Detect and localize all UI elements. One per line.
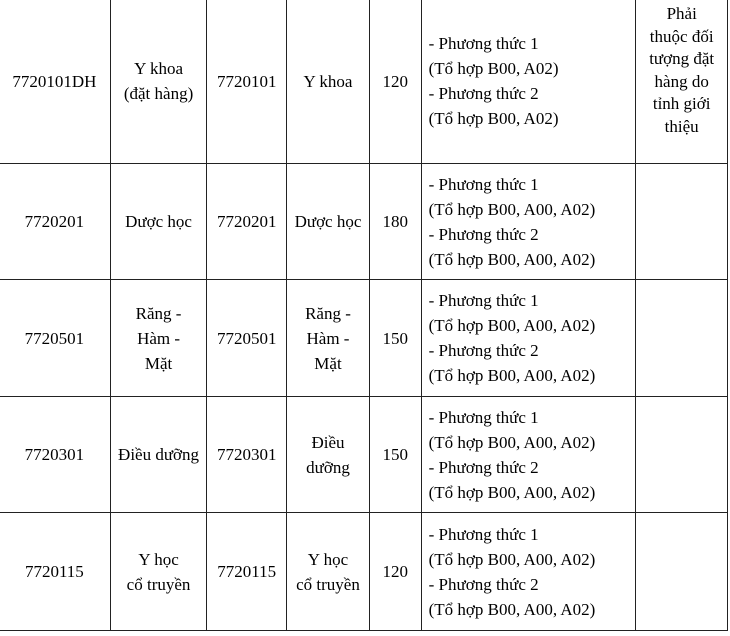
table-row xyxy=(0,280,728,397)
cell-line: dưỡng xyxy=(306,457,350,477)
quota-cell: 180 xyxy=(369,164,421,280)
admission-name-cell xyxy=(110,280,207,397)
cell-line: (Tổ hợp B00, A00, A02) xyxy=(428,366,596,385)
admission-methods-cell xyxy=(421,164,636,280)
cell-line: - Phương thức 1 xyxy=(428,407,539,427)
cell-line: (Tổ hợp B00, A00, A02) xyxy=(428,599,596,619)
cell-line: (Tổ hợp B00, A00, A02) xyxy=(428,432,596,452)
major-code-cell: 7720501 xyxy=(207,280,287,397)
cell-line: hàng do xyxy=(654,71,709,91)
note-cell xyxy=(636,280,728,397)
cell-line: tượng đặt xyxy=(649,49,715,68)
cell-line: Phải xyxy=(666,4,697,23)
cell-line: - Phương thức 2 xyxy=(428,341,539,360)
major-name-cell xyxy=(287,280,370,397)
note-cell xyxy=(636,397,728,513)
major-code-cell: 7720115 xyxy=(207,513,287,631)
cell-line: thuộc đối xyxy=(649,26,714,46)
cell-line: (Tổ hợp B00, A00, A02) xyxy=(428,482,596,502)
cell-line: Điều xyxy=(311,432,345,452)
quota-cell: 120 xyxy=(369,513,421,631)
cell-line: - Phương thức 2 xyxy=(428,84,539,103)
note-cell xyxy=(636,513,728,631)
note-cell xyxy=(636,164,728,280)
cell-line: - Phương thức 2 xyxy=(428,457,539,477)
admission-methods-cell xyxy=(421,0,636,164)
cell-line: (Tổ hợp B00, A00, A02) xyxy=(428,549,596,569)
cell-line: - Phương thức 1 xyxy=(428,524,539,544)
admission-name-cell xyxy=(110,164,207,280)
admission-code-cell: 7720101DH xyxy=(0,0,110,164)
major-name-cell xyxy=(287,513,370,631)
major-code-cell: 7720101 xyxy=(207,0,287,164)
admission-code-cell: 7720115 xyxy=(0,513,110,631)
admission-methods-cell xyxy=(421,397,636,513)
admission-name-cell xyxy=(110,0,207,164)
cell-line: (Tổ hợp B00, A00, A02) xyxy=(428,199,596,219)
major-name-cell xyxy=(287,164,370,280)
cell-line: (Tổ hợp B00, A02) xyxy=(428,59,559,78)
admission-methods-cell xyxy=(421,280,636,397)
cell-line: - Phương thức 1 xyxy=(428,291,539,310)
admission-code-cell: 7720301 xyxy=(0,397,110,513)
cell-line: Điều dưỡng xyxy=(118,445,200,464)
note-cell xyxy=(636,0,728,164)
admission-code-cell: 7720501 xyxy=(0,280,110,397)
cell-line: Y khoa xyxy=(134,59,184,78)
cell-line: Y khoa xyxy=(303,71,353,91)
cell-line: cổ truyền xyxy=(296,574,360,594)
cell-line: - Phương thức 1 xyxy=(428,174,539,194)
cell-line: Dược học xyxy=(125,212,192,231)
cell-line: Hàm - xyxy=(137,328,181,348)
quota-cell: 120 xyxy=(369,0,421,164)
table-row xyxy=(0,513,728,631)
major-name-cell xyxy=(287,397,370,513)
major-code-cell: 7720201 xyxy=(207,164,287,280)
cell-line: (Tổ hợp B00, A00, A02) xyxy=(428,316,596,335)
cell-line: - Phương thức 2 xyxy=(428,574,539,594)
admission-name-cell xyxy=(110,513,207,631)
cell-line: cổ truyền xyxy=(126,574,191,594)
table-row xyxy=(0,0,728,164)
table-row xyxy=(0,397,728,513)
admission-methods-cell xyxy=(421,513,636,631)
quota-cell: 150 xyxy=(369,397,421,513)
cell-line: Y học xyxy=(138,549,179,569)
admission-name-cell xyxy=(110,397,207,513)
major-code-cell: 7720301 xyxy=(207,397,287,513)
cell-line: (Tổ hợp B00, A00, A02) xyxy=(428,249,596,269)
cell-line: Răng - xyxy=(135,303,182,323)
cell-line: Mặt xyxy=(144,353,173,373)
cell-line: (Tổ hợp B00, A02) xyxy=(428,109,559,128)
table-row xyxy=(0,164,728,280)
admission-code-cell: 7720201 xyxy=(0,164,110,280)
cell-line: Dược học xyxy=(294,212,362,231)
cell-line: Hàm - xyxy=(306,328,350,348)
cell-line: Y học xyxy=(307,549,349,569)
cell-line: (đặt hàng) xyxy=(123,84,194,103)
cell-line: - Phương thức 2 xyxy=(428,224,539,244)
cell-line: Mặt xyxy=(314,353,342,373)
cell-line: tỉnh giới xyxy=(652,94,711,113)
major-name-cell xyxy=(287,0,370,164)
cell-line: - Phương thức 1 xyxy=(428,34,539,53)
cell-line: Răng - xyxy=(305,303,351,323)
quota-cell: 150 xyxy=(369,280,421,397)
cell-line: thiệu xyxy=(664,116,699,136)
